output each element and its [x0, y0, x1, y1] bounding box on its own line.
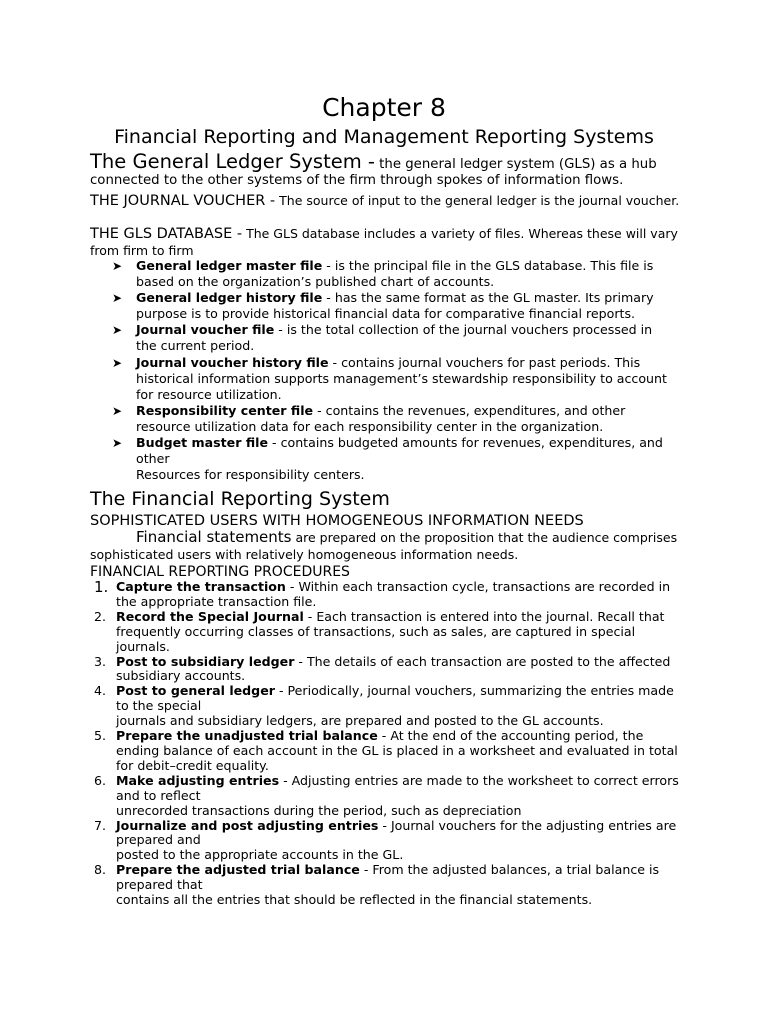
list-item: 5. Prepare the unadjusted trial balance - At the end of the accounting period, the ending balance of each account in the GL is placed in a worksheet and evaluated in total for debit–credit equality. — [94, 728, 678, 773]
list-item: 6. Make adjusting entries - Adjusting entries are made to the worksheet to correct errors and to reflect unrecorded transactions during the period, such as depreciation — [94, 772, 679, 818]
list-item: 4. Post to general ledger - Periodically, journal vouchers, summarizing the entries made to the special journals and subsidiary ledgers, are prepared and posted to the GL accounts. — [94, 683, 674, 729]
list-item: ➤ General ledger master file - is the principal file in the GLS database. This file is based on the organization’s published chart of accounts. — [112, 258, 654, 290]
list-item: ➤ General ledger history file - has the same format as the GL master. Its primary purpose is to provide historical financial data for comparative financial reports. — [112, 290, 654, 322]
frs-heading: The Financial Reporting System — [90, 488, 390, 510]
list-item: 2. Record the Special Journal - Each transaction is entered into the journal. Recall that frequently occurring classes of transactions, such as sales, are captured in special journals. — [94, 608, 665, 654]
list-item: ➤ Journal voucher file - is the total collection of the journal vouchers processed in the current period. — [112, 322, 653, 354]
procedures-heading: FINANCIAL REPORTING PROCEDURES — [90, 564, 350, 580]
arrow-bullet-icon: ➤ — [112, 291, 123, 306]
list-item: ➤ Budget master file - contains budgeted amounts for revenues, expenditures, and other Resources for responsibility centers. — [112, 435, 663, 483]
list-item: ➤ Responsibility center file - contains the revenues, expenditures, and other resource utilization data for each responsibility center in the organization. — [112, 402, 626, 434]
arrow-bullet-icon: ➤ — [112, 403, 123, 418]
gls-section — [90, 150, 690, 189]
financial-statements-text: are prepared on the proposition that the audience comprises sophisticated users with relatively homogeneous information needs. — [90, 530, 678, 562]
list-item: 3. Post to subsidiary ledger - The details of each transaction are posted to the affected subsidiary accounts. — [94, 653, 671, 684]
list-item: 7. Journalize and post adjusting entries - Journal vouchers for the adjusting entries are prepared and posted to the appropriate accounts in the GL. — [94, 817, 677, 863]
list-item: ➤ Journal voucher history file - contains journal vouchers for past periods. This historical information supports management’s stewardship responsibility to account for resource utilization. — [112, 354, 667, 402]
list-item: 1. Capture the transaction - Within each transaction cycle, transactions are recorded in the appropriate transaction file. — [94, 578, 671, 609]
gls-database-text: The GLS database includes a variety of files. Whereas these will vary from firm to firm — [90, 226, 678, 258]
gls-text: the general ledger system (GLS) as a hub connected to the other systems of the firm through spokes of information flows. — [90, 157, 657, 188]
arrow-bullet-icon: ➤ — [112, 355, 123, 370]
financial-statements-title: Financial statements — [136, 528, 292, 546]
chapter-subtitle: Financial Reporting and Management Reporting Systems — [114, 126, 654, 148]
gls-database-heading: THE GLS DATABASE - — [90, 226, 243, 242]
list-item: 8. Prepare the adjusted trial balance - From the adjusted balances, a trial balance is prepared that contains all the entries that should be reflected in the financial statements. — [94, 862, 660, 908]
frs-subheading: SOPHISTICATED USERS WITH HOMOGENEOUS INFORMATION NEEDS — [90, 513, 584, 529]
financial-statements-paragraph — [90, 530, 690, 563]
gls-files-list — [112, 258, 672, 483]
chapter-title: Chapter 8 — [322, 93, 446, 122]
gls-database-section — [90, 226, 690, 259]
journal-voucher-text: The source of input to the general ledger is the journal voucher. — [275, 193, 680, 208]
arrow-bullet-icon: ➤ — [112, 436, 123, 451]
gls-heading: The General Ledger System - — [90, 150, 375, 173]
arrow-bullet-icon: ➤ — [112, 259, 123, 273]
journal-voucher-section — [90, 193, 690, 209]
arrow-bullet-icon: ➤ — [112, 323, 123, 338]
journal-voucher-heading: THE JOURNAL VOUCHER - — [90, 193, 276, 209]
procedures-list — [90, 580, 682, 908]
